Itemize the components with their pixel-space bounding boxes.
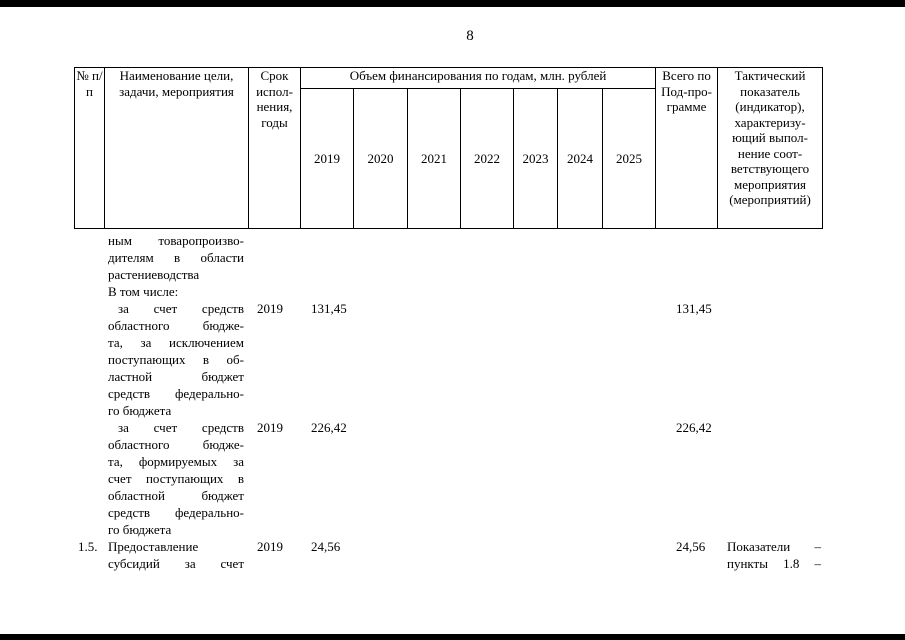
text-line: областного бюдже- [108, 437, 244, 452]
row-3-indicator [727, 538, 821, 572]
text-line: средств федерально- [108, 386, 244, 401]
text-line: ным товаропроизво- [108, 233, 244, 248]
text-line: субсидий за счет [108, 556, 244, 571]
text-line: счет поступающих в [108, 471, 244, 486]
row-1-value-2019: 131,45 [311, 301, 347, 316]
header-term: Срок испол-нения, годы [249, 68, 301, 229]
text-line: пункты 1.8 – [727, 556, 821, 571]
text-line: поступающих в об- [108, 352, 244, 367]
header-year: 2021 [408, 89, 461, 229]
header-year: 2019 [301, 89, 354, 229]
row-2-description [108, 419, 244, 538]
row-2-total: 226,42 [676, 420, 712, 435]
text-line: Предоставление [108, 539, 199, 554]
text-line: го бюджета [108, 403, 172, 418]
header-year: 2024 [558, 89, 603, 229]
text-line: та, за исключением [108, 335, 244, 350]
header-funding: Объем финансирования по годам, млн. рублей [301, 68, 656, 89]
header-year: 2020 [354, 89, 408, 229]
text-line: В том числе: [108, 284, 179, 299]
page-number: 8 [466, 28, 474, 44]
header-num: № п/п [75, 68, 105, 229]
header-total: Всего по Под-про-грамме [656, 68, 718, 229]
text-line: растениеводства [108, 267, 200, 282]
row-3-number: 1.5. [78, 539, 98, 554]
text-line: та, формируемых за [108, 454, 244, 469]
text-line: областного бюдже- [108, 318, 244, 333]
header-indicator: Тактический показатель (индикатор), характеризу-ющий выпол-нение соот-ветствующего мероприятия (мероприятий) [718, 68, 823, 229]
row-3-total: 24,56 [676, 539, 706, 554]
text-line: дителям в области [108, 250, 244, 265]
bottom-border [0, 634, 905, 640]
header-name: Наименование цели, задачи, мероприятия [105, 68, 249, 229]
text-line: ластной бюджет [108, 369, 244, 384]
header-year: 2023 [514, 89, 558, 229]
row-2-value-2019: 226,42 [311, 420, 347, 435]
header-year: 2025 [603, 89, 656, 229]
row-3-year: 2019 [257, 539, 283, 554]
text-line: областной бюджет [108, 488, 244, 503]
row-2-year: 2019 [257, 420, 283, 435]
text-line: Показатели – [727, 539, 821, 554]
row-3-description [108, 538, 244, 572]
row-1-year: 2019 [257, 301, 283, 316]
row-1-description [108, 300, 244, 419]
text-line: го бюджета [108, 522, 172, 537]
row-3-value-2019: 24,56 [311, 539, 341, 554]
text-line: за счет средств [118, 301, 244, 316]
text-line: средств федерально- [108, 505, 244, 520]
header-year: 2022 [461, 89, 514, 229]
intro-text [108, 232, 244, 300]
text-line: за счет средств [118, 420, 244, 435]
row-1-total: 131,45 [676, 301, 712, 316]
